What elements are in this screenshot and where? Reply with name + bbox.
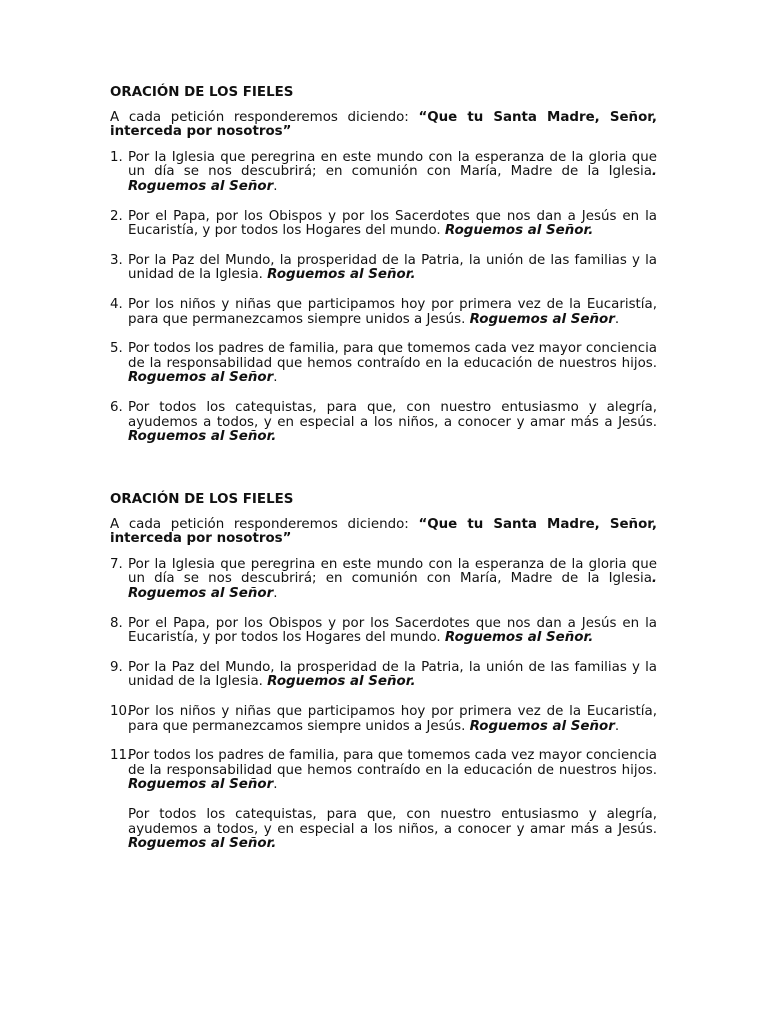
petition-number: 3. [110, 252, 123, 268]
petition-tail: . [273, 585, 278, 601]
petition-text: Por la Iglesia que peregrina en este mundo con la esperanza de la gloria que un día se nos descubrirá; en comunión con María, Madre de la Iglesia [128, 556, 657, 587]
petition-item [110, 808, 657, 852]
petition-response: Roguemos al Señor [128, 777, 274, 793]
petition-item [110, 298, 657, 327]
petition-item [110, 617, 657, 646]
petition-item [110, 210, 657, 239]
intro-text: A cada petición responderemos diciendo: [110, 109, 419, 125]
petition-number: 8. [110, 615, 123, 631]
petition-text: Por todos los catequistas, para que, con nuestro entusiasmo y alegría, ayudemos a todos, y en especial a los niños, a conocer y amar más a Jesús. [128, 806, 657, 837]
petition-text: Por los niños y niñas que participamos hoy por primera vez de la Eucaristía, para que permanezcamos siempre unidos a Jesús. [128, 703, 657, 734]
petition-text: Por el Papa, por los Obispos y por los Sacerdotes que nos dan a Jesús en la Eucaristía, y por todos los Hogares del mundo. [128, 208, 657, 239]
petition-response: . Roguemos al Señor [128, 571, 657, 601]
petition-text: Por todos los padres de familia, para que tomemos cada vez mayor conciencia de la responsabilidad que hemos contraído en la educación de nuestros hijos. [128, 341, 657, 371]
petition-text: Por la Paz del Mundo, la prosperidad de la Patria, la unión de las familias y la unidad de la Iglesia. [128, 659, 657, 690]
petition-item [110, 254, 657, 283]
petition-response: Roguemos al Señor. [128, 836, 277, 852]
petition-response: Roguemos al Señor. [267, 674, 416, 690]
petition-response: Roguemos al Señor. [444, 630, 594, 646]
petition-number: 10. [110, 703, 132, 719]
petition-text: Por todos los catequistas, para que, con nuestro entusiasmo y alegría, ayudemos a todos, y en especial a los niños, a conocer y amar más a Jesús. [128, 399, 657, 430]
petition-text: Por todos los padres de familia, para que tomemos cada vez mayor conciencia de la responsabilidad que hemos contraído en la educación de nuestros hijos. [128, 748, 657, 778]
petition-number: 6. [110, 399, 123, 415]
petition-tail: . [273, 178, 278, 194]
section-title: ORACIÓN DE LOS FIELES [110, 492, 294, 507]
petition-response: Roguemos al Señor [469, 718, 615, 734]
petition-text: Por la Iglesia que peregrina en este mundo con la esperanza de la gloria que un día se nos descubrirá; en comunión con María, Madre de la Iglesia [128, 149, 657, 180]
petition-response: Roguemos al Señor [469, 311, 615, 327]
petition-text: Por el Papa, por los Obispos y por los Sacerdotes que nos dan a Jesús en la Eucaristía, y por todos los Hogares del mundo. [128, 615, 657, 646]
section-title: ORACIÓN DE LOS FIELES [110, 85, 294, 100]
petition-response: Roguemos al Señor. [128, 429, 277, 445]
petition-tail: . [614, 718, 620, 734]
prayer-section-2 [110, 493, 657, 852]
petition-item [110, 705, 657, 734]
petition-tail: . [614, 311, 620, 327]
section-intro [110, 111, 657, 140]
intro-response: “Que tu Santa Madre, Señor, interceda por nosotros” [110, 109, 657, 140]
petition-response: . Roguemos al Señor [128, 164, 657, 194]
petition-tail: . [273, 370, 278, 386]
petition-number: 5. [110, 341, 123, 357]
petition-response: Roguemos al Señor. [267, 267, 416, 283]
petition-response: Roguemos al Señor [128, 370, 274, 386]
intro-response: “Que tu Santa Madre, Señor, interceda por nosotros” [110, 516, 657, 547]
prayer-section-1 [110, 86, 657, 445]
petition-response: Roguemos al Señor. [444, 223, 594, 239]
petition-number: 7. [110, 556, 123, 572]
petition-item [110, 401, 657, 445]
petition-item [110, 151, 657, 195]
petition-item [110, 558, 657, 602]
petition-number: 11. [110, 748, 132, 764]
petition-number: 1. [110, 149, 123, 165]
petition-number: 9. [110, 659, 123, 675]
petition-number: 4. [110, 296, 123, 312]
petition-tail: . [273, 777, 278, 793]
petition-text: Por los niños y niñas que participamos hoy por primera vez de la Eucaristía, para que permanezcamos siempre unidos a Jesús. [128, 296, 657, 327]
petition-number: 2. [110, 208, 123, 224]
section-intro [110, 518, 657, 547]
petition-text: Por la Paz del Mundo, la prosperidad de la Patria, la unión de las familias y la unidad de la Iglesia. [128, 252, 657, 283]
petition-item [110, 661, 657, 690]
intro-text: A cada petición responderemos diciendo: [110, 516, 419, 532]
petition-item [110, 749, 657, 793]
petition-item [110, 342, 657, 386]
